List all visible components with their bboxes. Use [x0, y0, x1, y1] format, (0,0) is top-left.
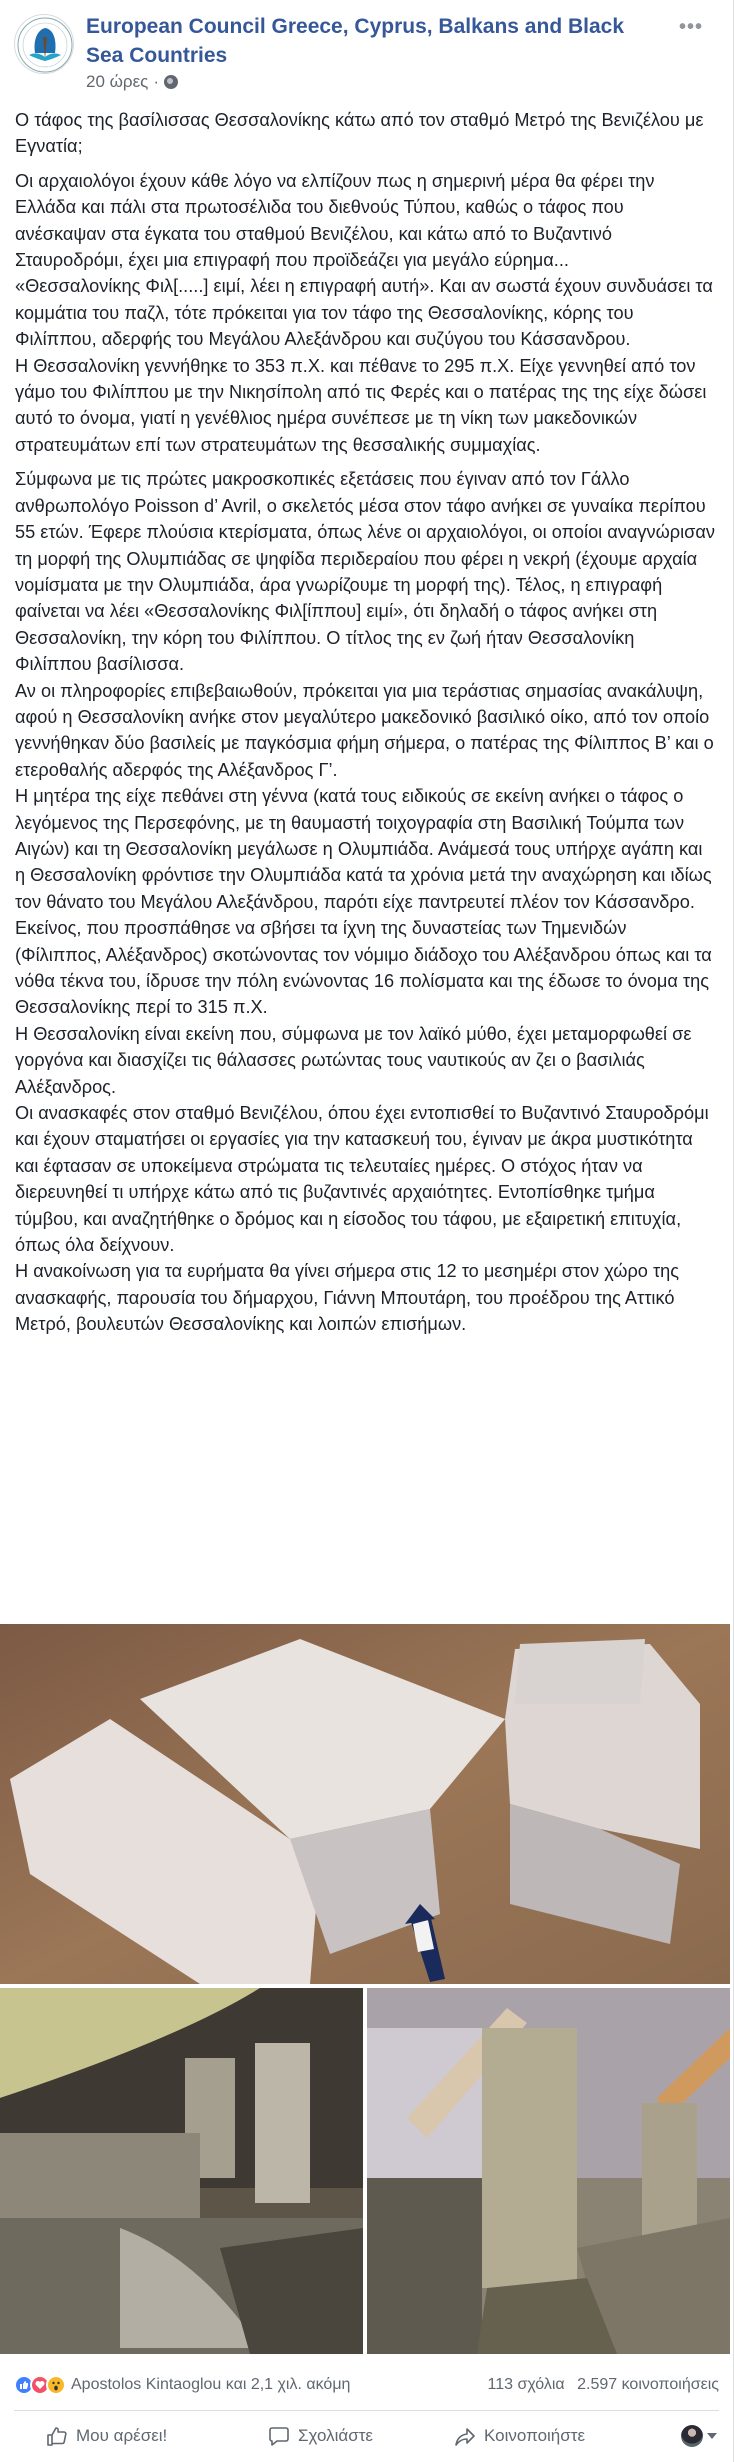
thumbs-up-icon	[46, 2425, 68, 2447]
post-paragraph: Οι αρχαιολόγοι έχουν κάθε λόγο να ελπίζουν πως η σημερινή μέρα θα φέρει την Ελλάδα και πάλι στα πρωτοσέλιδα του διεθνούς Τύπου, καθώς ο τάφος που ανέσκαψαν στα έγκατα του σταθμού Βενιζέλου, και κάτω από το Βυζαντινό Σταυροδρόμι, έχει μια επιγραφή που προϊδεάζει για μεγάλο εύρημα...	[15, 170, 655, 271]
post-paragraph: Η μητέρα της είχε πεθάνει στη γέννα (κατά τους ειδικούς σε εκείνη ανήκει ο τάφος ο λεγόμενος της Περσεφόνης, με τη θαυμαστή τοιχογραφία στη Βασιλική Τούμπα των Αιγών) και τη Θεσσαλονίκη μεγάλωσε η Ολυμπιάδα. Ανάμεσά τους υπήρχε αγάπη και η Θεσσαλονίκη φρόντισε την Ολυμπιάδα κατά τα χρόνια μετά την αναχώρηση και ιδίως τον θάνατο του Μεγάλου Αλεξάνδρου, παρότι είχε παντρευτεί πλέον τον Κάσσανδρο. Εκείνος, που προσπάθησε να σβήσει τα ίχνη της δυναστείας των Τημενιδών (Φίλιππος, Αλέξανδρος) σκοτώνοντας τον νόμιμο διάδοχο του Αλέξανδρου όπως και τα νόθα τέκνα του, ίδρυσε την πόλη ενώνοντας 16 πολίσματα και της έδωσε το όνομα της Θεσσαλονίκης περί το 315 π.Χ.	[15, 786, 712, 1018]
chevron-down-icon	[707, 2433, 717, 2439]
page-avatar[interactable]	[14, 14, 74, 74]
post-paragraph: Αν οι πληροφορίες επιβεβαιωθούν, πρόκειται για μια τεράστιας σημασίας ανακάλυψη, αφού η Θεσσαλονίκη ανήκε στον μεγαλύτερο μακεδονικό βασιλικό οίκο, από τον οποίο γεννήθηκαν δύο βασιλείς με παγκόσμια φήμη σήμερα, ο πατέρας της Φίλιππος Β’ και ο ετεροθαλής αδερφός της Αλέξανδρος Γ’.	[15, 680, 714, 780]
like-button[interactable]	[46, 2425, 167, 2447]
post-stats	[14, 2372, 719, 2398]
meta-separator: ·	[153, 72, 160, 91]
share-button[interactable]	[454, 2425, 585, 2447]
comment-button[interactable]	[268, 2425, 373, 2447]
actions-divider	[14, 2410, 719, 2411]
more-options-icon[interactable]: •••	[678, 16, 703, 38]
share-arrow-icon	[454, 2425, 476, 2447]
comment-label: Σχολιάστε	[298, 2426, 373, 2445]
reactors-text[interactable]: Apostolos Kintaoglou και 2,1 χιλ. ακόμη	[71, 2376, 351, 2393]
engagement-counts	[479, 2376, 719, 2394]
user-avatar	[681, 2425, 703, 2447]
reactions-summary[interactable]	[14, 2375, 350, 2395]
share-label: Κοινοποιήστε	[484, 2426, 586, 2445]
timestamp-link[interactable]: 20 ώρες	[86, 72, 149, 91]
svg-text:·····: ·····	[42, 64, 48, 68]
comment-icon	[268, 2425, 290, 2447]
post-paragraph: Σύμφωνα με τις πρώτες μακροσκοπικές εξετάσεις που έγιναν από τον Γάλλο ανθρωπολόγο Poisson d’ Avril, ο σκελετός μέσα στον τάφο ανήκει σε γυναίκα περίπου 55 ετών. Έφερε πλούσια κτερίσματα, όπως λένε οι αρχαιολόγοι, οι οποίοι αναγνώρισαν τη μορφή της Ολυμπιάδας σε ψηφίδα περιδεραίου που φέρει η νεκρή (έχουμε αρχαία νομίσματα με την Ολυμπιάδα, άρα γνωρίζουμε τη μορφή της). Τέλος, η επιγραφή φαίνεται να λέει «Θεσσαλονίκης Φιλ[ίππου] ειμί», ότι δηλαδή ο τάφος ανήκει στη Θεσσαλονίκη, την κόρη του Φιλίππου. Ο τίτλος της εν ζωή ήταν Θεσσαλονίκη Φιλίππου βασίλισσα.	[15, 469, 716, 675]
post-actions-bar	[14, 2414, 719, 2458]
excavation-left-image	[0, 1988, 363, 2354]
photo-excavation-left[interactable]	[0, 1988, 363, 2354]
post-header	[0, 0, 733, 100]
post-paragraph: Ο τάφος της βασίλισσας Θεσσαλονίκης κάτω από τον σταθμό Μετρό της Βενιζέλου με Εγνατία;	[15, 110, 704, 157]
globe-icon[interactable]	[164, 75, 178, 89]
post-meta	[86, 72, 178, 92]
like-label: Μου αρέσει!	[76, 2426, 168, 2445]
shares-count-link[interactable]: 2.597 κοινοποιήσεις	[577, 2376, 719, 2393]
post-paragraph: «Θεσσαλονίκης Φιλ[.....] ειμί, λέει η επιγραφή αυτή». Και αν σωστά έχουν συνδυάσει τα κομμάτια του παζλ, τότε πρόκειται για τον τάφο της Θεσσαλονίκης, κόρης του Φιλίππου, αδερφής του Μεγάλου Αλεξάνδρου και συζύγου του Κάσσανδρου.	[15, 276, 713, 350]
page-name-link[interactable]: European Council Greece, Cyprus, Balkans and Black Sea Countries	[86, 15, 625, 67]
photo-sarcophagi[interactable]	[0, 1624, 730, 1984]
sarcophagi-image	[0, 1624, 730, 1984]
post-paragraph: Οι ανασκαφές στον σταθμό Βενιζέλου, όπου έχει εντοπισθεί το Βυζαντινό Σταυροδρόμι και έχουν σταματήσει οι εργασίες για την κατασκευή του, έγιναν με άκρα μυστικότητα και έφτασαν σε υποκείμενα στρώματα τις τελευταίες ημέρες. Ο στόχος ήταν να διερευνηθεί τι υπήρχε κάτω από τις βυζαντινές αρχαιότητες. Εντοπίσθηκε τμήμα τύμβου, και αναζητήθηκε ο δρόμος και η είσοδος του τάφου, με εξαιρετική επιτυχία, όπως όλα δείχνουν.	[15, 1103, 709, 1256]
excavation-right-image	[367, 1988, 730, 2354]
post-as-selector[interactable]	[681, 2425, 717, 2447]
post-body	[15, 107, 715, 1338]
post-paragraph: Η Θεσσαλονίκη γεννήθηκε το 353 π.Χ. και πέθανε το 295 π.Χ. Είχε γεννηθεί από τον γάμο του Φιλίππου με την Νικησίπολη από τις Φερές και ο πατέρας της της είχε δώσει αυτό το όνομα, γιατί η γενέθλιος ημέρα συνέπεσε με τη νίκη των μακεδονικών στρατευμάτων επί των στρατευμάτων της θεσσαλικής συμμαχίας.	[15, 355, 707, 455]
post-paragraph: Η ανακοίνωση για τα ευρήματα θα γίνει σήμερα στις 12 το μεσημέρι στον χώρο της ανασκαφής, παρουσία του δήμαρχου, Γιάννη Μπουτάρη, του προέδρου της Αττικό Μετρό, βουλευτών Θεσσαλονίκης και λοιπών επισήμων.	[15, 1261, 680, 1335]
council-logo-icon	[15, 15, 74, 74]
post-paragraph: Η Θεσσαλονίκη είναι εκείνη που, σύμφωνα με τον λαϊκό μύθο, έχει μεταμορφωθεί σε γοργόνα και διασχίζει τις θάλασσες ρωτώντας τους ναυτικούς αν ζει ο βασιλιάς Αλέξανδρος.	[15, 1023, 692, 1097]
comments-count-link[interactable]: 113 σχόλια	[487, 2376, 565, 2393]
wow-reaction-icon	[46, 2375, 66, 2395]
photo-excavation-right[interactable]	[367, 1988, 730, 2354]
